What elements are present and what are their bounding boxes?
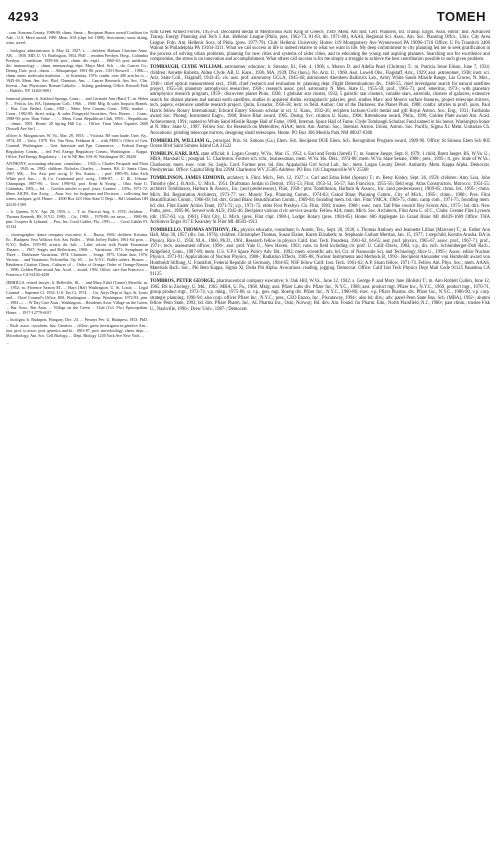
entry-name: TOMBLINSON, JAMES EDMOND,: [150, 176, 226, 182]
running-head: TOMEH: [436, 9, 486, 24]
left-column: [6, 30, 148, 838]
entry-text: pharmaceutical company executive; b. Oak Hill, W.Va., June 12, 1942; s. George P. and Mary Jane (Bolish) T.; m. Ann Roblett Cullen, June 12, 1965. BS in Zoology, U. Md., 1965; MBA, U. Pa., 1968. Mktg. asst. Pfizer Labs div. Pfizer Inc., N.Y.C., 1968; asst. product mgr. Pfizer Inc., N.Y.C., 1969, product mgr., 1970-71, group product mgr., 1972-74, v.p. mktg., 1975-80, sr. v.p., gen. mgr. Roerig div. Pfizer Inc., N.Y.C., 1980-86; exec. v.p. Pfizer Pharms. div. Pfizer Inc., N.Y.C., 1986-90, v.p. corp. strategic planning, 1990-94; also corp. officer Pfizer Inc., N.Y.C.; pres., CEO Enzon, Inc., Piscataway, 1994-; also bd. dirs.; adv. panel Penn State Bus. Sch. (MBA), 1992-; alumni fellow Penn State, 1993; bd. dirs. Pfizer Pharm. Inc., AL Pharma Inc., Oslo, Norway; Bd. dirs. Am. Found. for Pharm. Edn., North Plainfield, N.J., 1980-; past chmn.; trustee Fisk U., Nashville, 1996-; Drew Univ., 1987-; Democrat.: [150, 279, 490, 312]
left-entry-fragment: ... choreographer, dance company executive; b. ... Ruzsa, 1965; children: Kristina, Er... Budapest Vera Volkova Sch. Am. Ballet. ... With Joffrey Ballet, 1961-64; prin. ... N.Y.C. Ballet, 1970-85; artistic dir. Salt ... Lake; soloist with Finish Parnassian Theatre, ... 1967; Stages and Reflections, 1968; ... Variations, 1971; Symphony in Three ... Dirkhonee Variations, 1974; Chansons ... Songs, 1975; Urban Jazz, 1976; Various ... and Variations; Pulcinellas. Op. 65, ... for N.Y.C. Ballet; others. Honors ... Residence Citation Chmn., Cultures of ... Order of Orange; Order of Orange-Nassau ... 1990; Golden Plate award Am. Acad. ... award, 1992. Office: care San Francisco ... Francisco CA 94102-4438: [6, 231, 148, 278]
entry-text: state official; b. Logan County, W.Va., Mar. 15, 1952; s. Earl and Freda (Jarrell) T.; m. Joanne Jaeger, Sept. 8, 1979; 1 child, Brent Jaeger. BS, W.Va. U.; MBA, Marshall U.; postgrad. U. Charleston. Former sch. tchr., businessman, mem. W.Va. Ho. Dels., 1974-80; mem. W.Va. State Senate, 1980-; pres., 1995-; lt. gov. State of W.Va.; Charleston; mem. exec. com. So. Legis. Conf. Former pres. bd. dirs. Appalachia Girl Scout Lab., Inc.; mem. Logan County Devel. Authority. Mem. Kappa Alpha. Democrat. Presbyterian. Office: Capitol Bldg Rm 229M Charleston WV 25305 Address: PO Box 116 Chapmanville WV 25508: [150, 152, 490, 174]
biography-entry: [150, 65, 490, 136]
left-entry-fragment: ... biologist, administrator; b. May 24, 1927; s. ... children: Barbara Christine Anne. AB, ... 1950. MD, U. Vt. Burlington, 1954. PhD ... resident Presbyn. Hosp., Columbia Presbyn. ... medicine, 1958-60; prof., chmn. div. exptl. ... 1960-63; prof. medicine, div. immunology ... chmn. immunology dept. Mayo Med. Sch. ... dir. Cancer Ctr.; Dering Univ. prof., chmn. ... Albuquerque, 1981-86, pres., CEO Roswell ... 1986—, chmn. mem. molecular medicine ... of Scientists, 1976; contbr. over 200 articles to ... 1945-46. Mem. Am. Soc. Biol. Chemists, Am. ... Cancer Research, Am. Soc. Clin. Investi... Am. Physicians. Roman Catholic. ... fishing, gardening. Office: Roswell Park ... Buffalo, NY 14263-0001: [6, 47, 148, 94]
biography-entry: [150, 152, 490, 174]
entry-text: principal. Prin. St. Simons (Ga.) Elem. Sch. Recipient DOE Elem. Sch. Recognition Program award, 1989-90. Office: St Simons Elem Sch 805 Ocean Blvd Saint Simons Island GA 31522: [150, 138, 490, 150]
left-entry-fragment: ...com. Sonoma County, 1988-90; chmn. Santa ... Recipient Honor award Coalition for Ade... U.S. Merit award, 1989. Mem. AIA (chpt. bd. 1988). Avocations: snow skiing, wine, travel.: [6, 30, 148, 46]
left-entry-fragment: ... b. Queens, N.Y., Apr. 28, 1955; s. ... T. m. Patricia Ang, S. 1974; children: ... Thomas Kenneth. BS, N.Y.U. 1980; ... Ctr., 1980; ... 1978-80; tax assoc., ... 1980-86; ptnr. Coopers & Lybrand, ... Pres. Ins. Coral Gables, Fla., 1991—; ... Coral Gables FL 33134: [6, 209, 148, 230]
biography-entry: [150, 279, 490, 312]
biography-entry: [150, 228, 490, 277]
left-entry-fragment: ANTHONY, accounting educator, consultant; ... 1945; s. Charles Pasquale and Flora Joan ... 1945; m. 1982; children: Nicholas Charles, ... Jenner, BS, U. Santa Clara, 1967; MS, ... Tex. Asst. prof. acctg. U. Tex. Austin, ... ; prof. 1985-95, John Arch White prof. bus., ... & Co. Centennial prof. acctg., 1986-87; ... U. Ill., Urbana-Champaign, 1987-90; ... Univ. 1990-92; prof. Ernst & Young ... Ohio State U. Columbus, 1993—; bd. ... Gordon articles to prof. jours. Grantee ... CPAs, 1971-72. Mem. AICPA, Am. Acctg. ... Assn. Soc. for Judgment and Decision ... collecting fine wines, antiques, golf. Home: ... 4300 Box 223 Ohio State U Dept ... Rd Columbus OH 43210-1309: [6, 161, 148, 207]
left-footer-fragment: ...: [6, 340, 10, 346]
page-number: 4293: [8, 9, 39, 24]
left-entry-fragment: ... biologist; b. Budapest, Hungary, Dec. 23, ... Peranyi Pev. U. Budapest, 1953; PhD. ... Rsch. assoc. cytochem. Inst. Genetics ... fellow; guest investigator in genetics Am... asst. prof. to assoc. prof. genetics and bi... 1963-87, prof. microbiology, chem. dept. ... Microbiology, Am. Soc. Cell Biology, ... Dept. Biology 1230 York Ave New York ...: [6, 317, 148, 338]
biography-entry: [150, 139, 490, 150]
left-entry-fragment: JERRILLS, retired lawyer; b. Belleville, Ill., ... and Mary Ethel (Turner) Merrills; m. ... 1952; m. Florence Saxton M., ... Hays (Hal) Washington. U. St. Louis; ... Legal Counsel ... Supreme Ct. 1954. U.S. Tax Ct. 1974. ... Cts. Attys Dept of Agri. St. Louis and ... Chief Counsel's Office, IRS, Washington ... Hosp. Washington, 1972-83; ptnr. ... 1983—; ... W Day Care Assn., Washington ... Residents Assn. Village on the Green, ... Bar Assn., Bar Assn. ... Village on the Green ... Club (Col. Fla.) Episcopalian. Home: ... 1917-12779-6017: [6, 279, 148, 315]
right-column: [150, 30, 490, 838]
entry-text: architect; b. Flint, Mich., Feb. 12, 1927; s. Carl and Edna Ethel (Spears) T.; m. Betsy Kinley, Sept. 26, 1959; children: Amy Lisa, John Timothy (dec.). B.Arch., U. Mich., 1951. Draftsman Jordan in Detroit, 1951-53, Flint, 1953-54, 56-57, San Francisco, 1955-56; field engr. Atlas Constructors, Morocco, 1954-55; architect Tomblinson, Harburn & Assocs., Inc. (and predecessors), Flint, 1958-; ptnr. Tomblinson, Harburn & Assocs., Inc. (and predecessors), 1969-85; chmn. bd., 1995-; chmn. Mich. Bd. Registration Architects, 1973-77; sec. Mundy Twp. Planning Comm., 1974-83; Grand Blanc Planning Comm., City of Mich., 1985-; chmn., 1988-; Pres. Flint Beautification Comm., 1968-69; bd. dirs. Grand Blanc Beautification Comm., 1969-84; founding mem. bd. dirs. Flint YMCA, 1969-75, chmn. camp com., 1971-75; founding mem. bd. dirs. Flint Easter Action Team, 1971-72, v.p., 1971-75; elder First Presbyn. Ch. Flint, 1983; trustee, 1986-; exec. com. Tall Pine council Boy Scouts Am., 1975-; bd. dirs. New Paths, pres., 1985-86. Served with AUS, 1945-46. Recipient various civic service awards. Fellow AIA; mem. Mich. Soc. Architects, Flint Area C. of C., Clubs: Greater Flint Lyceum (dir. 1957-63, v.p. 1963), Flint City, U. Mich. (pres. Flint chpt. 1980-), Lodge: Rotary (pres. 1984-85). Home: 686 Applegate Ln Grand Blanc MI 48439-1669 Office: THA Architects Engrs 817 E Kearsley St Flint MI 48503-1913: [150, 176, 490, 225]
entry-name: TOMBROS, PETER GEORGE,: [150, 279, 216, 285]
left-entry-fragment: officer; b. Morgantown, W. Va., Mar. 29, 1953; ... Victoria. BS cum laude, Univ. Ky., 1974; JD ... Univ., 1979. Pvt. Van Ness, Feldman & ... with FERC's Office of Gen. Counsel, Washington; ... Gen. Interstate and Fgn. Commerce, ... Federal Energy Regulatory Comm., ... fed. Fed. Energy Regulatory Comm., Washington ... Kappa. Office: Fed Energy Regulatory ... 1st St NE Rm 10A-01 Washington DC 20426: [6, 133, 148, 159]
entry-name: TOMBLIN, EARL RAY,: [150, 152, 200, 158]
biography-entry: [150, 30, 490, 63]
biography-entry: [150, 176, 490, 225]
entry-name: TOMBAUGH, CLYDE WILLIAM,: [150, 65, 223, 71]
entry-text: physics educator, consultant; b. Austin, Tex., Sept. 20, 1936; s. Thomas Anthony and Jeannette Lillian (Marcuse) T.; m. Esther Ann Hall, May 30, 1957 (div. Jan. 1976); children: Christopher Thomas, Susan Elaine, Karen Elizabeth; m. Stephanie Carhart Merrian, Jan. 15, 1977; 1 stepchild, Kerstin Arusha. BA in Physics, Rice U., 1958, M.A., 1960, Ph.D., 1961. Research fellow in physics Calif. Inst. Tech. Pasadena, 1961-62, 64-65; asst. prof. physics, 1965-67, assoc. prof., 1967-71, prof., 1971-; tech. assessment officer, 1996-; asst. prof. Yale U., New Haven, 1963; cons. in field including ctr. prof. U. Calif.-Davis, 1984, v.p., dir. rsch. Schlumberger-Doll Rsch., Ridgefield, Conn., 1987-89; mem. U.S. V.P.'s Space Policy Adv. Bd., 1992; mem. scientific adv. bd. Ctr. of Nanoscale Sci. and Technology, Rice U., 1995-; Assoc. editor Nuclear Physics, 1971-91; Applications of Nuclear Physics, 1980-; Radiation Effects, 1985-88, Nuclear Instruments and Methods B, 1993-. Recipient Alexander von Humboldt award von Humboldt Stiftung, U. Frankfurt, Federal Republic of Germany, 1984-85; NSF fellow Calif. Inst. Tech. 1961-62; A.P. Sloan fellow, 1971-73. Fellow Am. Phys. Soc.; mem. AAAS, Materials Rsch. Soc., Phi Beta Kappa, Sigma Xi, Delta Phi Alpha. Avocations: reading, jogging. Democrat. Office: Calif Inst Tech Physics Dept Mail Code 91125 Pasadena CA 91125: [150, 227, 490, 277]
entry-name: TOMBRELLO, THOMAS ANTHONY, JR.,: [150, 227, 240, 233]
entry-text: astronomer, educator; b. Streator, Ill., Feb. 4, 1906; s. Muron D. and Adella Pearl (Chritton) T.; m. Patricia Irene Edson, June 7, 1934; children: Annette Roberta, Alden Clyde. AB, U. Kans., 1936, MA, 1939; DSc (hon.), No. Ariz. U., 1960. Asst. Lowell Obs., Flagstaff, Ariz., 1929; asst. astronomer, 1938; instr. sci. Ariz. State Coll., Flagstaff, 1943-45; vis. asst. prof. astronomy UCLA, 1945-46; astronomer Aberdeen Ballistics Lab., Army White Sands Missile Range, Las Cruces, N. Mex., 1946-; chief optical measurement sect., 1948, chief research and evaluation br. planning dept. Flight Determinations div., 1948-55, chief investigator search for natural satellites project, 1955-58, planetary astrophysics researcher, 1958-; research assoc. prof. astronomy N. Mex. State U., 1955-59; prof., 1965-73, prof. emeritus, 1973-; with planetary astrophysics research program, 1959-; discoverer planet Pluto, 1930, 1 globular star cluster, 1932, 5 galactic star clusters, variable stars, asteroids, clusters of galaxies, extensive search for distant planets and natural earth satellites, studies in apparent distbn. extragalactic galaxies, geol. studies Mars' and Moon's surface features, project telescope mirrors, tech. papers, extensive satellite research project. Quito, Ecuador, 1956-58; lectr. in field. Author: Out of the Darkness: the Planet Pluto, 1980; contbr. articles to profl. jours. Paul Harris fellow Rotary International; Edward Emery Slosson scholar in sci. U. Kans., 1932-36; recipient Jackson-Gwilt medal and gift Royal Astron. Soc. Eng., 1931; Fairbanks award Soc. Photog. Instrument Engrs., 1968; Bruce Blair award, 1965, Distng. Svc. citation U. Kans., 1966; Rittenhouse award, Phila., 1990, Golden Plate award Am. Acad. Achievement, 1991; named to White Sand Missile Range Hall of Fame, 1980, Internat. Space Hall of Fame, Clyde Tombaugh Scholars Fund named in his honor, Washington honor at N. Mex. State U., 1987. Fellow Soc. for Research on Meteorites, AIAA; mem. Am. Astron. Soc., Internat. Astron. Union, Astron. Soc. Pacific, Sigma Xi. Mem. Unitarian Ch. Avocations: grinding telescope mirrors, designing small telescopes. Home: PO Box 306 Mesilla Park NM 88047-0306: [150, 65, 490, 136]
left-entry-fragment: financial planner; b. Stafford Springs, Conn.; ... and Gertrude Ann (Barr) T.; m. Helen F. ... Felicia, Jay. BA, Quinnipiac Coll., 1966. ... 1968. Mfg. & sales Iroquois Brands, ... Bus. Con. Bethel, Conn., 1981-... Mem. New Canaan, Conn., 1982; market ... Conn., 1982-85; direct mktg. & sales Fitzgerald Securities, New Haven, ... Conn., 1988-90; prin. Titan Value ... ; ... Mem. Conn. Republican Club, 1993-... Republican; ... chmn., 1991. Home: 20 Spring Hill Ln. ... Office: Titan Value Equities 2600 Dixwell Ave Ste 1 ...: [6, 95, 148, 131]
entry-text: with Greek Armed Forces, 1953-54. Decorated medal of Meritorious Acts King of Greece, 1949. Mem. Am Inst. Cert. Planners, Int. Transp. Engrs. Assn. editor: Inst. Advanced Transp. Energy Planning and Tech 5 Am. Hellenic League (Phila. pres. 1962-73, 81-83, dir. 1971-80), AAAS, Regional Sci. Assn., Am. Soc. Planning Offcs., Univ. City Area League, Frdn. Am. Hellenic Socs. of Phila. (pres. 1977-79). Club: Hellenic University. Home: 119 Montgomery Ave Wynnewood PA 19096-1718 Office: U Pa Transitch 3400 Walnut St Philadelphia PA 19104-3311. What we call success in life is indeed relative to what we want in life. My deep commitment to city planning led me to seek gratification in the process of solving urban problems, planning for new cities and systems of older cities, and to educating the young and aspiring planners. Searching out for excellence and compromise, the stress is on innovation and accomplishment. What others call success is for me simply a struggle to achieve the best contribution possible to such given problem.: [150, 30, 490, 63]
entry-name: TOMBERLIN, WILLIAM G.,: [150, 138, 212, 144]
